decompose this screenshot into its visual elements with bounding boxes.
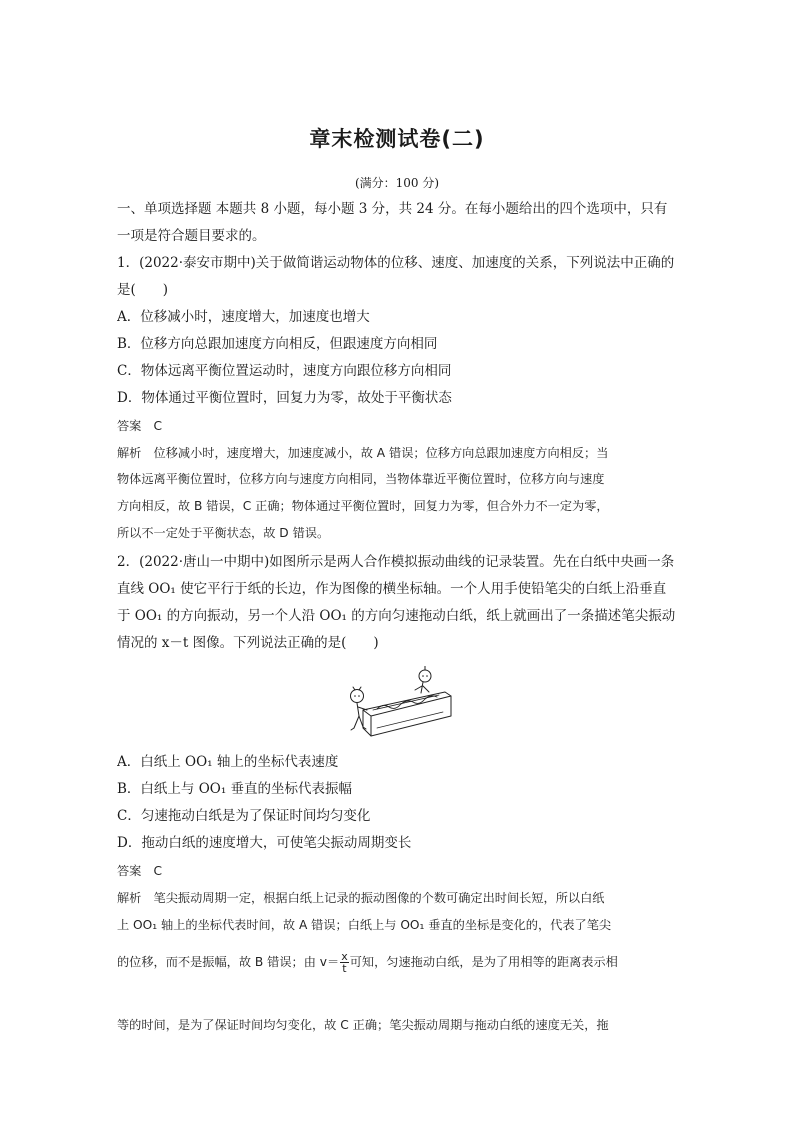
q1-solution-line2: 物体远离平衡位置时，位移方向与速度方向相同，当物体靠近平衡位置时，位移方向与速度: [117, 472, 605, 486]
q2-solution-line3-pre: 的位移，而不是振幅，故 B 错误；由 v＝: [117, 955, 340, 969]
page-title: 章末检测试卷(二): [309, 127, 485, 151]
q1-option-c: C．物体远离平衡位置运动时，速度方向跟位移方向相同: [117, 363, 452, 379]
q1-solution-line3: 方向相反，故 B 错误，C 正确；物体通过平衡位置时，回复力为零，但合外力不一定为零，: [117, 499, 609, 513]
q2-stem-line1: 2．(2022·唐山一中期中)如图所示是两人合作模拟振动曲线的记录装置。先在白纸中央画一条: [117, 554, 675, 570]
q2-stem-line4: 情况的 x－t 图像。下列说法正确的是( ): [117, 635, 379, 651]
q1-stem-line1: 1．(2022·泰安市期中)关于做简谐运动物体的位移、速度、加速度的关系，下列说法中正确的: [117, 255, 675, 271]
section-heading-line1: 一、单项选择题 本题共 8 小题，每小题 3 分，共 24 分。在每小题给出的四个选项中，只有: [117, 201, 668, 217]
q2-stem-line2: 直线 OO₁ 使它平行于纸的长边，作为图像的横坐标轴。一个人用手使铅笔尖的白纸上沿垂直: [117, 581, 667, 597]
section-heading-line2: 一项是符合题目要求的。: [117, 228, 266, 244]
q2-solution-line4: 等的时间，是为了保证时间均匀变化，故 C 正确；笔尖振动周期与拖动白纸的速度无关，拖: [117, 1018, 609, 1032]
fraction-x-over-t: [340, 951, 349, 974]
q2-option-b: B．白纸上与 OO₁ 垂直的坐标代表振幅: [117, 781, 353, 797]
fraction-denominator: t: [342, 962, 347, 974]
q1-option-b: B．位移方向总跟加速度方向相反，但跟速度方向相同: [117, 336, 438, 352]
full-score: (满分：100 分): [354, 176, 440, 190]
q2-option-d: D．拖动白纸的速度增大，可使笔尖振动周期变长: [117, 835, 412, 851]
q2-solution-line3: [117, 950, 682, 974]
recording-device-illustration: [343, 666, 455, 746]
fraction-numerator: x: [341, 950, 348, 963]
q1-solution-line4: 所以不一定处于平衡状态，故 D 错误。: [117, 526, 330, 540]
q1-stem-line2: 是( ): [117, 282, 169, 298]
q2-option-c: C．匀速拖动白纸是为了保证时间均匀变化: [117, 808, 371, 824]
q2-option-a: A．白纸上 OO₁ 轴上的坐标代表速度: [117, 754, 339, 770]
q2-solution-line1: 解析 笔尖振动周期一定，根据白纸上记录的振动图像的个数可确定出时间长短，所以白纸: [117, 891, 605, 905]
q2-answer: 答案 C: [117, 864, 163, 878]
q1-option-a: A．位移减小时，速度增大，加速度也增大: [117, 309, 370, 325]
q2-solution-line2: 上 OO₁ 轴上的坐标代表时间，故 A 错误；白纸上与 OO₁ 垂直的坐标是变化的，代表了笔尖: [117, 918, 612, 932]
q1-solution-line1: 解析 位移减小时，速度增大，加速度减小，故 A 错误；位移方向总跟加速度方向相反；当: [117, 446, 609, 460]
q1-answer: 答案 C: [117, 419, 163, 433]
q2-stem-line3: 于 OO₁ 的方向振动，另一个人沿 OO₁ 的方向匀速拖动白纸，纸上就画出了一条描述笔尖振动: [117, 608, 676, 624]
q1-option-d: D．物体通过平衡位置时，回复力为零，故处于平衡状态: [117, 390, 452, 406]
q2-solution-line3-post: 可知，匀速拖动白纸，是为了用相等的距离表示相: [349, 955, 618, 969]
